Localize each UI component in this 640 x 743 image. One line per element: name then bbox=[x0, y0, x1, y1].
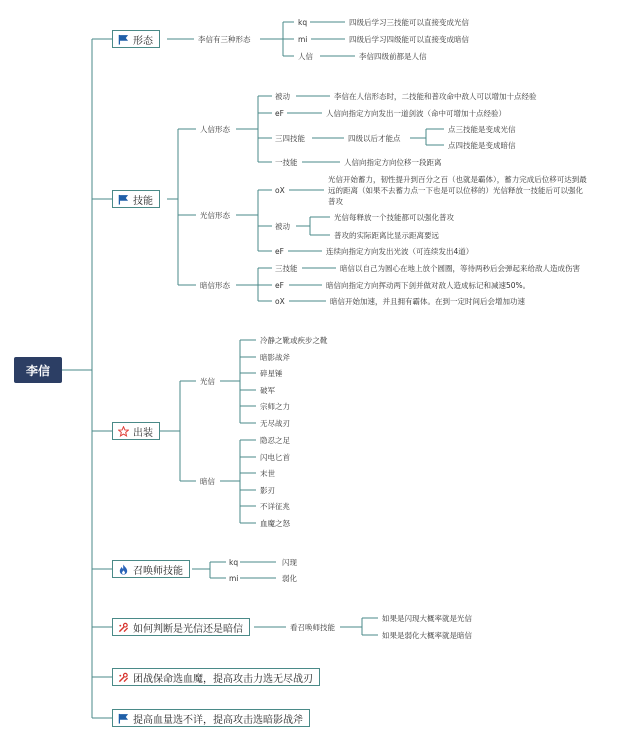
summoner-key-kq: kq bbox=[229, 558, 239, 567]
outfit-dark-item: 血魔之怒 bbox=[260, 519, 290, 528]
light-passive-key: 被动 bbox=[275, 222, 290, 231]
judge-summary: 看召唤师技能 bbox=[290, 623, 335, 632]
branch-tip-omen bbox=[112, 709, 310, 727]
forms-text-human: 李信四级前都是人信 bbox=[359, 52, 427, 61]
branch-outfit bbox=[112, 422, 160, 440]
human-s1-text: 人信向指定方向位移一段距离 bbox=[344, 158, 442, 167]
human-s34-sub-light: 点三技能是变成光信 bbox=[448, 125, 516, 134]
branch-forms bbox=[112, 30, 160, 48]
light-ox-text: 光信开始蓄力，韧性提升到百分之百（也就是霸体），蓄力完成后位移可达到最远的距离（如果不去蓄力点一下也是可以位移的）光信释放一技能后可以强化普攻 bbox=[328, 175, 587, 206]
outfit-light-label: 光信 bbox=[200, 377, 215, 386]
forms-summary: 李信有三种形态 bbox=[198, 35, 251, 44]
outfit-light-item: 碎星锤 bbox=[260, 369, 283, 378]
outfit-light-item: 无尽战刃 bbox=[260, 419, 290, 428]
tools-icon bbox=[118, 672, 129, 683]
branch-label: 召唤师技能 bbox=[133, 565, 183, 577]
outfit-light-item: 破军 bbox=[260, 386, 275, 395]
branch-skills bbox=[112, 190, 160, 208]
outfit-dark-item: 隐忍之足 bbox=[260, 436, 290, 445]
outfit-light-item: 暗影战斧 bbox=[260, 353, 290, 362]
branch-label: 出装 bbox=[133, 427, 153, 439]
judge-rule-dark: 如果是弱化大概率就是暗信 bbox=[382, 631, 472, 640]
human-s1-key: 一技能 bbox=[275, 158, 298, 167]
flag-icon bbox=[118, 713, 129, 724]
summoner-text-flash: 闪现 bbox=[282, 558, 297, 567]
star-icon bbox=[118, 426, 129, 437]
human-ef-key: eF bbox=[275, 109, 284, 118]
judge-rule-light: 如果是闪现大概率就是光信 bbox=[382, 614, 472, 623]
dark-form-label: 暗信形态 bbox=[200, 281, 230, 290]
outfit-dark-item: 末世 bbox=[260, 469, 275, 478]
branch-label: 如何判断是光信还是暗信 bbox=[133, 623, 243, 635]
light-passive-sub-1: 光信每释放一个技能都可以强化普攻 bbox=[334, 213, 454, 222]
flag-icon bbox=[118, 194, 129, 205]
light-passive-sub-2: 普攻的实际距离比显示距离要远 bbox=[334, 231, 439, 240]
root-topic: 李信 bbox=[14, 357, 62, 383]
branch-label: 团战保命选血魔，提高攻击力选无尽战刃 bbox=[133, 673, 313, 685]
outfit-dark-item: 影刃 bbox=[260, 486, 275, 495]
outfit-dark-label: 暗信 bbox=[200, 477, 215, 486]
branch-summoner bbox=[112, 560, 190, 578]
outfit-light-item: 宗师之力 bbox=[260, 402, 290, 411]
tools-icon bbox=[118, 622, 129, 633]
forms-key-human: 人信 bbox=[298, 52, 313, 61]
dark-ox-text: 暗信开始加速，并且拥有霸体。在到一定时间后会增加功速 bbox=[330, 297, 525, 306]
forms-key-kq: kq bbox=[298, 18, 308, 27]
dark-ef-text: 暗信向指定方向挥动两下剑并做对敌人造成标记和减速50%。 bbox=[326, 281, 531, 290]
outfit-dark-item: 闪电匕首 bbox=[260, 453, 290, 462]
human-passive-text: 李信在人信形态时，二技能和普攻命中敌人可以增加十点经验 bbox=[334, 92, 537, 101]
forms-text-kq: 四级后学习三技能可以直接变成光信 bbox=[349, 18, 469, 27]
dark-s3-key: 三技能 bbox=[275, 264, 298, 273]
light-ef-key: eF bbox=[275, 247, 284, 256]
branch-tip-blood-demon bbox=[112, 668, 320, 686]
flag-icon bbox=[118, 34, 129, 45]
branch-label: 提高血量选不详，提高攻击选暗影战斧 bbox=[133, 714, 303, 726]
light-ox-key: oX bbox=[275, 186, 285, 195]
forms-text-mi: 四级后学习四级能可以直接变成暗信 bbox=[349, 35, 469, 44]
branch-label: 技能 bbox=[133, 195, 153, 207]
dark-s3-text: 暗信以自己为圆心在地上放个圆圈，等待两秒后会弹起来给敌人造成伤害 bbox=[340, 264, 580, 273]
flame-icon bbox=[118, 564, 129, 575]
branch-judge bbox=[112, 618, 250, 636]
human-s34-key: 三四技能 bbox=[275, 134, 305, 143]
summoner-key-mi: mi bbox=[229, 574, 239, 583]
outfit-dark-item: 不详征兆 bbox=[260, 502, 290, 511]
outfit-light-item: 冷静之靴或疾步之靴 bbox=[260, 336, 328, 345]
dark-ox-key: oX bbox=[275, 297, 285, 306]
summoner-text-weaken: 弱化 bbox=[282, 574, 297, 583]
dark-ef-key: eF bbox=[275, 281, 284, 290]
branch-label: 形态 bbox=[133, 35, 153, 47]
human-s34-mid: 四级以后才能点 bbox=[348, 134, 401, 143]
forms-key-mi: mi bbox=[298, 35, 308, 44]
human-passive-key: 被动 bbox=[275, 92, 290, 101]
human-ef-text: 人信向指定方向发出一道剑波（命中可增加十点经验） bbox=[326, 109, 506, 118]
human-form-label: 人信形态 bbox=[200, 125, 230, 134]
human-s34-sub-dark: 点四技能是变成暗信 bbox=[448, 141, 516, 150]
light-form-label: 光信形态 bbox=[200, 211, 230, 220]
light-ef-text: 连续向指定方向发出光波（可连续发出4道） bbox=[326, 247, 474, 256]
